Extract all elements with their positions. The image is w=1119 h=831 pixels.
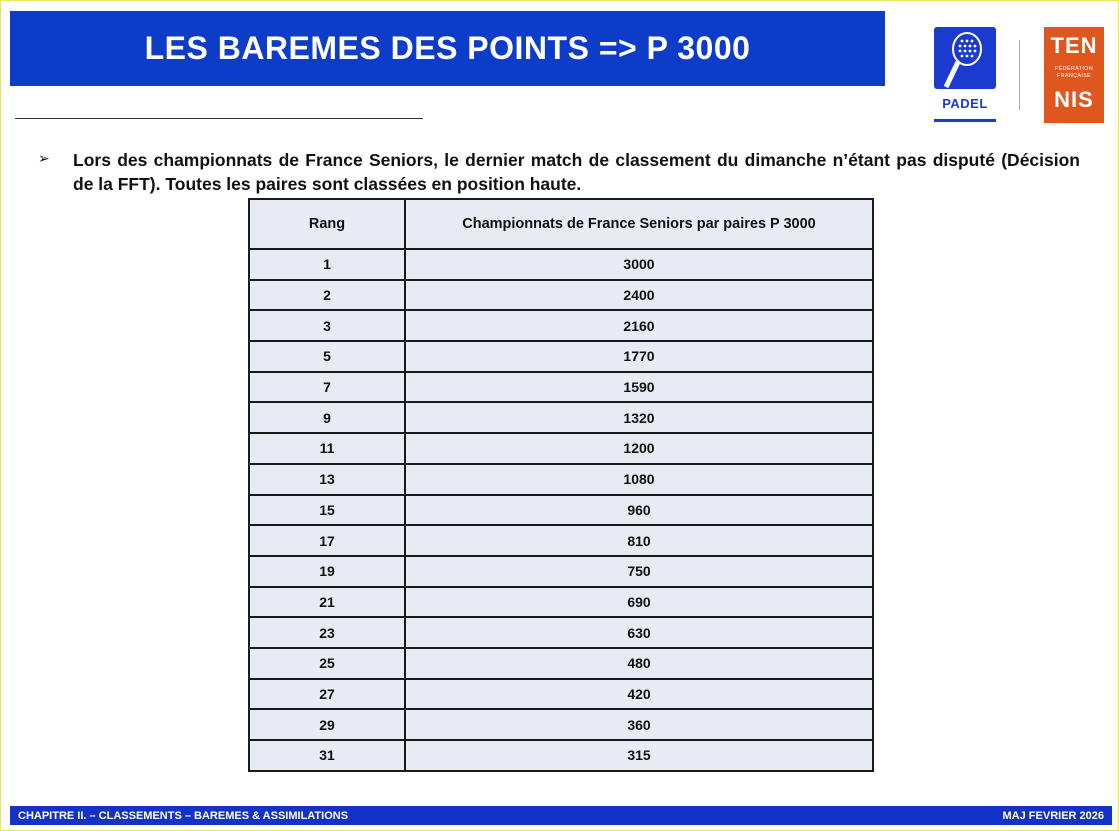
footer-update: MAJ FEVRIER 2026 — [1002, 809, 1104, 822]
fft-tennis-logo — [1044, 27, 1104, 123]
table-row — [249, 617, 873, 648]
rank-cell: 7 — [249, 372, 405, 403]
rank-cell: 27 — [249, 679, 405, 710]
table-row — [249, 280, 873, 311]
rank-cell: 21 — [249, 587, 405, 618]
table-row — [249, 709, 873, 740]
table-row — [249, 249, 873, 280]
rank-cell: 29 — [249, 709, 405, 740]
padel-logo-underline — [934, 119, 996, 122]
table-row — [249, 495, 873, 526]
title-banner — [10, 11, 885, 86]
points-cell: 3000 — [405, 249, 873, 280]
padel-logo — [934, 27, 996, 123]
points-cell: 630 — [405, 617, 873, 648]
rank-cell: 1 — [249, 249, 405, 280]
tennis-logo-federation: FÉDÉRATION — [1054, 66, 1094, 72]
points-cell: 1080 — [405, 464, 873, 495]
points-cell: 480 — [405, 648, 873, 679]
table-row — [249, 310, 873, 341]
table-row — [249, 587, 873, 618]
rank-cell: 23 — [249, 617, 405, 648]
points-cell: 360 — [405, 709, 873, 740]
intro-bullet — [38, 148, 1080, 196]
padel-logo-label: PADEL — [942, 96, 988, 111]
table-row — [249, 464, 873, 495]
tennis-logo-francaise: FRANÇAISE — [1056, 73, 1092, 79]
arrow-bullet-icon: ➢ — [38, 150, 50, 166]
footer-chapter: CHAPITRE II. – CLASSEMENTS – BAREMES & ASSIMILATIONS — [18, 809, 349, 822]
tennis-logo-bottom: NIS — [1054, 87, 1094, 112]
points-cell: 420 — [405, 679, 873, 710]
rank-cell: 31 — [249, 740, 405, 771]
rank-cell: 2 — [249, 280, 405, 311]
points-cell: 750 — [405, 556, 873, 587]
points-cell: 1590 — [405, 372, 873, 403]
points-cell: 1320 — [405, 402, 873, 433]
rank-cell: 17 — [249, 525, 405, 556]
tennis-logo-top: TEN — [1050, 33, 1098, 58]
page-title: LES BAREMES DES POINTS => P 3000 — [144, 30, 751, 66]
rank-cell: 11 — [249, 433, 405, 464]
table-row — [249, 372, 873, 403]
rank-cell: 3 — [249, 310, 405, 341]
table-row — [249, 648, 873, 679]
points-cell: 2160 — [405, 310, 873, 341]
table-row — [249, 679, 873, 710]
rank-cell: 25 — [249, 648, 405, 679]
footer-bar — [10, 806, 1112, 825]
table-row — [249, 341, 873, 372]
points-cell: 2400 — [405, 280, 873, 311]
intro-text: Lors des championnats de France Seniors, le dernier match de classement du dimanche n’étant pas disputé (Décision de la FFT). Toutes les paires sont classées en position haute. — [73, 150, 1080, 194]
padel-racket-icon — [934, 27, 996, 89]
table-row — [249, 433, 873, 464]
points-cell: 315 — [405, 740, 873, 771]
logo-divider — [1019, 40, 1020, 110]
rank-cell: 5 — [249, 341, 405, 372]
points-cell: 1770 — [405, 341, 873, 372]
points-table — [248, 198, 874, 772]
header-points: Championnats de France Seniors par paires P 3000 — [405, 199, 873, 249]
table-header-row — [249, 199, 873, 249]
table-row — [249, 402, 873, 433]
rank-cell: 15 — [249, 495, 405, 526]
points-cell: 690 — [405, 587, 873, 618]
rank-cell: 19 — [249, 556, 405, 587]
title-divider — [15, 118, 423, 119]
points-cell: 960 — [405, 495, 873, 526]
rank-cell: 13 — [249, 464, 405, 495]
points-cell: 810 — [405, 525, 873, 556]
table-row — [249, 525, 873, 556]
table-row — [249, 740, 873, 771]
table-row — [249, 556, 873, 587]
points-cell: 1200 — [405, 433, 873, 464]
header-rang: Rang — [249, 199, 405, 249]
table-body — [249, 249, 873, 771]
rank-cell: 9 — [249, 402, 405, 433]
